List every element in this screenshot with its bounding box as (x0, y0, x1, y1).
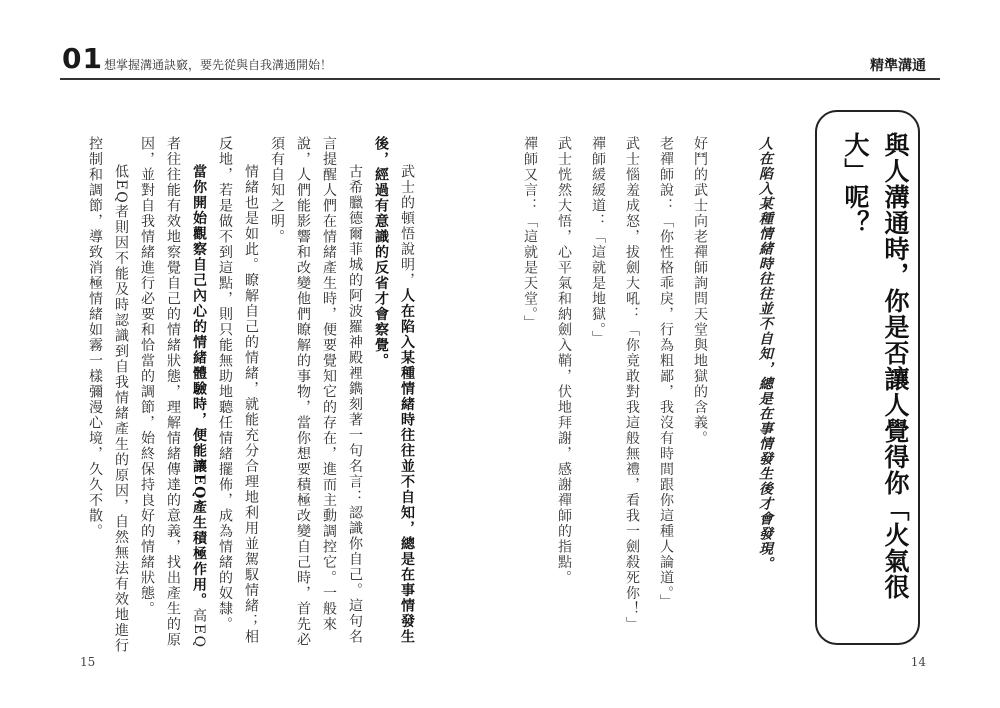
page-number-left: 15 (80, 655, 96, 669)
story-block (506, 136, 710, 656)
story-line: 禪師又言：「這就是天堂。」 (522, 136, 538, 331)
paragraph-text: 高EQ者往往能有效地察覺自己的情緒狀態，理解情緒傳達的意義，找出產生的原因，並對自我情緒進行必要和恰當的調節，始終保持良好的情緒狀態。 (139, 136, 207, 649)
emphasis-text: 人在陷入某種情緒時往往並不自知，總是在事情發生後，經過有意識的反省才會察覺。 (373, 136, 415, 645)
paragraph-text: 武士的頓悟說明， (399, 164, 415, 288)
story-line: 老禪師說：「你性格乖戾，行為粗鄙，我沒有時間跟你這種人論道。」 (658, 136, 674, 610)
page-number-right: 14 (910, 655, 926, 669)
emphasis-text: 當你開始觀察自己內心的情緒體驗時，便能讓EQ產生積極作用。 (191, 164, 207, 609)
paragraph: 低EQ者則因不能及時認識到自我情緒產生的原因，自然無法有效地進行控制和調節，導致消極情緒如霧一樣彌漫心境，久久不散。 (87, 136, 129, 654)
story-line: 好鬥的武士向老禪師詢問天堂與地獄的含義。 (692, 136, 708, 446)
chapter-number: 01 (62, 42, 103, 75)
header-rule (60, 78, 940, 80)
paragraph: 古希臘德爾菲城的阿波羅神殿裡鐫刻著一句名言：認識你自己。這句名言提醒人們在情緒產生時，便要覺知它的存在，進而主動調控它。一般來說，人們能影響和改變他們瞭解的事物，當你想要積極改變自己時，首先必須有自知之明。 (269, 136, 363, 648)
story-line: 武士恍然大悟，心平氣和納劍入鞘，伏地拜謝，感謝禪師的指點。 (556, 136, 572, 586)
paragraph (134, 136, 212, 656)
body-text (82, 136, 420, 656)
book-title: 精準溝通 (870, 58, 926, 74)
paragraph: 情緒也是如此。瞭解自己的情緒，就能充分合理地利用並駕馭情緒；相反地，若是做不到這點，則只能無助地聽任情緒擺佈，成為情緒的奴隸。 (217, 136, 259, 645)
paragraph (368, 136, 420, 656)
story-line: 武士惱羞成怒，拔劍大吼：「你竟敢對我這般無禮，看我一劍殺死你！」 (624, 136, 640, 632)
callout-heading: 與人溝通時，你是否讓人覺得你「火氣很大」呢？ (841, 132, 910, 600)
summary-line: 人在陷入某種情緒時往往並不自知，總是在事情發生後才會發現。 (757, 136, 773, 571)
chapter-title: 想掌握溝通訣竅，要先從與自我溝通開始！ (104, 58, 333, 72)
story-line: 禪師緩緩道：「這就是地獄。」 (590, 136, 606, 346)
